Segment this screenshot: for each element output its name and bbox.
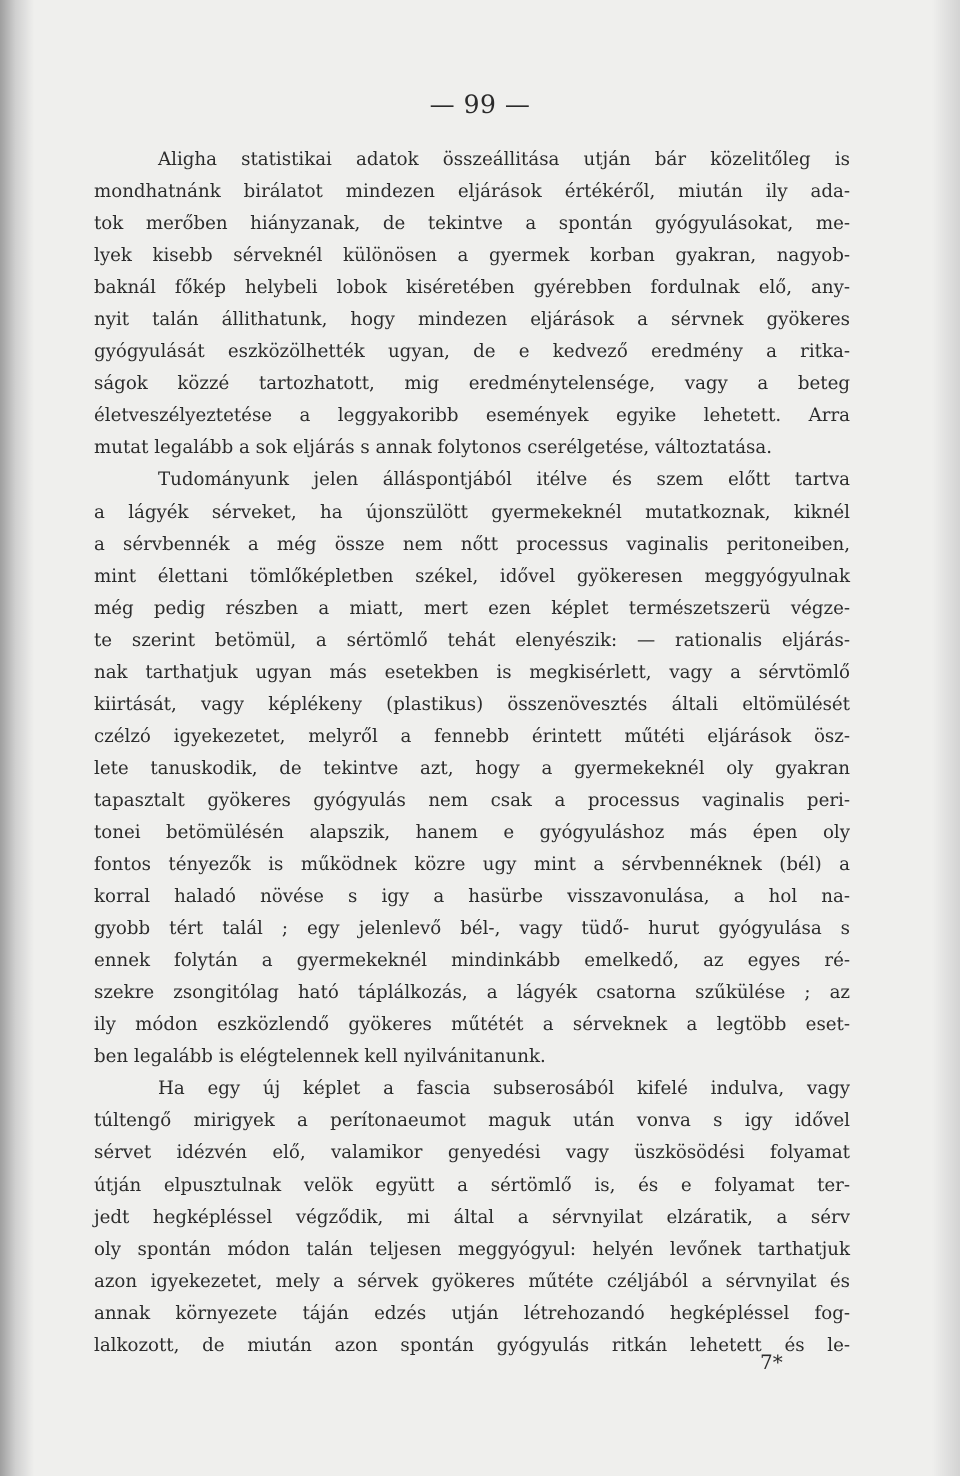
page-number: — 99 —	[429, 90, 531, 119]
text-line: te szerint betömül, a sértömlő tehát elenyészik: — rationalis eljárás-	[94, 629, 850, 651]
text-line: tok merőben hiányzanak, de tekintve a spontán gyógyulásokat, me-	[94, 213, 850, 235]
text-line: fontos tényezők is működnek közre ugy mint a sérvbennéknek (bél) a	[94, 854, 850, 876]
text-line: ennek folytán a gyermekeknél mindinkább emelkedő, az egyes ré-	[94, 950, 850, 972]
text-line: gyógyulását eszközölhették ugyan, de e kedvező eredmény a ritka-	[94, 341, 850, 363]
text-line: tapasztalt gyökeres gyógyulás nem csak a processus vaginalis peri-	[94, 789, 850, 811]
text-line: a sérvbennék a még össze nem nőtt processus vaginalis peritoneiben,	[94, 533, 850, 555]
text-line: lyek kisebb sérveknél különösen a gyermek korban gyakran, nagyob-	[94, 245, 850, 267]
text-line: életveszélyeztetése a leggyakoribb események egyike lehetett. Arra	[94, 405, 850, 427]
body-text	[94, 144, 850, 1362]
text-line: Ha egy új képlet a fascia subserosából kifelé indulva, vagy	[158, 1078, 850, 1100]
text-line: mondhatnánk birálatot mindezen eljárások értékéről, miután ily ada-	[94, 181, 850, 203]
text-line: sérvet idézvén elő, valamikor genyedési vagy üszkösödési folyamat	[94, 1142, 850, 1164]
text-line: szekre zsongitólag ható táplálkozás, a lágyék csatorna szűkülése ; az	[94, 982, 850, 1004]
text-line: oly spontán módon talán teljesen meggyógyul: helyén levőnek tarthatjuk	[94, 1238, 850, 1260]
text-line: annak környezete táján edzés utján létrehozandó hegképléssel fog-	[94, 1302, 850, 1324]
text-line: Tudományunk jelen álláspontjából itélve és szem előtt tartva	[158, 469, 850, 491]
text-line: jedt hegképléssel végződik, mi által a sérvnyilat elzáratik, a sérv	[94, 1206, 850, 1228]
text-line: ily módon eszközlendő gyökeres műtétét a sérveknek a legtöbb eset-	[94, 1014, 850, 1036]
text-line: mutat legalább a sok eljárás s annak folytonos cserélgetése, változtatása.	[94, 437, 772, 459]
page-edge-shadow	[932, 0, 960, 1476]
text-line: nak tarthatjuk ugyan más esetekben is megkisérlett, vagy a sérvtömlő	[94, 661, 850, 683]
text-line: nyit talán állithatunk, hogy mindezen eljárások a sérvnek gyökeres	[94, 309, 850, 331]
text-line: azon igyekezetet, mely a sérvek gyökeres műtéte czéljából a sérvnyilat és	[94, 1270, 850, 1292]
text-line: a lágyék sérveket, ha újonszülött gyermekeknél mutatkoznak, kiknél	[94, 501, 850, 523]
text-line: útján elpusztulnak velök együtt a sértömlő is, és e folyamat ter-	[94, 1174, 850, 1196]
text-line: ságok közzé tartozhatott, mig eredménytelensége, vagy a beteg	[94, 373, 850, 395]
text-line: Aligha statistikai adatok összeállitása utján bár közelitőleg is	[158, 149, 850, 170]
text-line: baknál főkép helybeli lobok kiséretében gyérebben fordulnak elő, any-	[94, 277, 850, 299]
text-line: túltengő mirigyek a perítonaeumot maguk után vonva s igy idővel	[94, 1110, 850, 1132]
text-line: gyobb tért talál ; egy jelenlevő bél-, vagy tüdő- hurut gyógyulása s	[94, 918, 850, 940]
text-line: még pedig részben a miatt, mert ezen képlet természetszerü végze-	[94, 597, 850, 619]
book-gutter-shadow	[0, 0, 34, 1476]
text-line: lalkozott, de miután azon spontán gyógyulás ritkán lehetett és le-	[94, 1334, 850, 1356]
signature-mark: 7*	[760, 1350, 783, 1374]
text-line: mint élettani tömlőképletben székel, idővel gyökeresen meggyógyulnak	[94, 565, 850, 587]
text-line: czélzó igyekezetet, melyről a fennebb érintett műtéti eljárások ösz-	[94, 725, 850, 747]
text-line: tonei betömülésén alapszik, hanem e gyógyuláshoz más épen oly	[94, 821, 850, 843]
text-line: kiirtását, vagy képlékeny (plastikus) összenövesztés általi eltömülését	[94, 693, 850, 715]
text-line: korral haladó növése s igy a hasürbe visszavonulása, a hol na-	[94, 886, 850, 908]
text-line: lete tanuskodik, de tekintve azt, hogy a gyermekeknél oly gyakran	[94, 757, 850, 779]
text-line: ben legalább is elégtelennek kell nyilvánitanunk.	[94, 1046, 546, 1068]
